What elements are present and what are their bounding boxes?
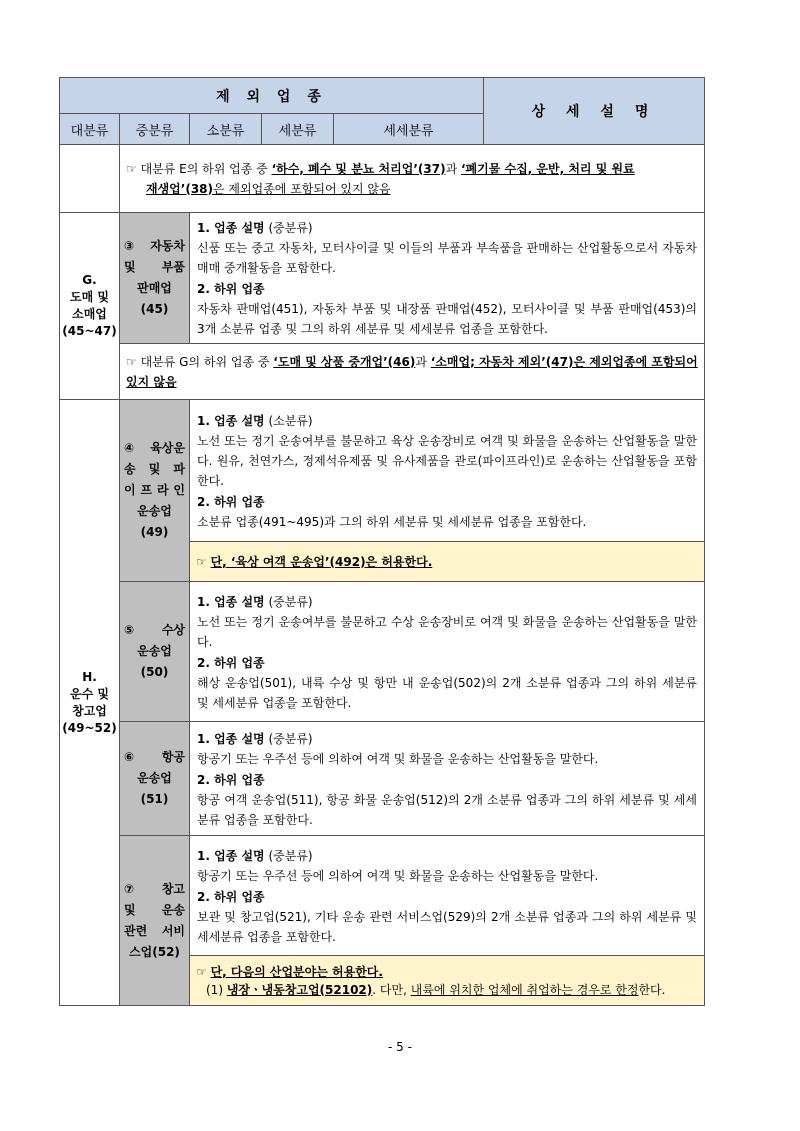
major-e-empty xyxy=(60,145,120,213)
note-e: ☞ 대분류 E의 하위 업종 중 ‘하수, 폐수 및 분뇨 처리업’(37)과 ‘폐기물 수집, 운반, 처리 및 원료 재생업’(38)은 제외업종에 포함되어 있지 않음 xyxy=(120,145,705,213)
middle-h-air: ⑥ 항공 운송업(51) xyxy=(120,722,190,836)
desc-g-auto: 1. 업종 설명 (중분류) 신품 또는 중고 자동차, 모터사이클 및 이들의 부품과 부속품을 판매하는 산업활동으로서 자동차 매매 중개활동을 포함한다. 2. 하위 업종 자동차 판매업(451), 자동차 부품 및 내장품 판매업(452), 모터사이클 및 부품 판매업(453)의 3개 소분류 업종 및 그의 하위 세분류 및 세세분류 업종을 포함한다. xyxy=(190,213,705,344)
middle-g-auto: ③ 자동차 및 부품 판매업(45) xyxy=(120,213,190,344)
note-h-land: ☞ 단, ‘육상 여객 운송업’(492)은 허용한다. xyxy=(190,542,705,582)
pointer-icon: ☞ xyxy=(126,161,137,176)
header-col-subsub: 세세분류 xyxy=(334,114,484,145)
desc-h-storage: 1. 업종 설명 (중분류) 항공기 또는 우주선 등에 의하여 여객 및 화물을 운송하는 산업활동을 말한다. 2. 하위 업종 보관 및 창고업(521), 기타 운송 관련 서비스업(529)의 2개 소분류 업종과 그의 하위 세분류 및 세세분류 업종을 포함한다. xyxy=(190,836,705,956)
desc-h-water: 1. 업종 설명 (중분류) 노선 또는 정기 운송여부를 불문하고 수상 운송장비로 여객 및 화물을 운송하는 산업활동을 말한다. 2. 하위 업종 해상 운송업(501), 내륙 수상 및 항만 내 운송업(502)의 2개 소분류 업종과 그의 하위 세분류 및 세세분류 업종을 포함한다. xyxy=(190,582,705,722)
header-excluded: 제 외 업 종 xyxy=(60,78,484,114)
middle-h-storage: ⑦ 창고 및 운송 관련 서비 스업(52) xyxy=(120,836,190,1006)
pointer-icon: ☞ xyxy=(196,964,207,979)
header-col-minor: 소분류 xyxy=(190,114,262,145)
page-number: - 5 - xyxy=(388,1040,412,1054)
pointer-icon: ☞ xyxy=(126,354,137,369)
header-detail: 상 세 설 명 xyxy=(484,78,705,145)
middle-h-water: ⑤ 수상 운송업(50) xyxy=(120,582,190,722)
desc-h-land: 1. 업종 설명 (소분류) 노선 또는 정기 운송여부를 불문하고 육상 운송장비로 여객 및 화물을 운송하는 산업활동을 말한다. 원유, 천연가스, 정제석유제품 및 유사제품을 관로(파이프라인)로 운송하는 산업활동을 포함한다. 2. 하위 업종 소분류 업종(491~495)과 그의 하위 세분류 및 세세분류 업종을 포함한다. xyxy=(190,400,705,542)
major-g: G. 도매 및 소매업 (45~47) xyxy=(60,213,120,400)
note-g: ☞ 대분류 G의 하위 업종 중 ‘도매 및 상품 중개업’(46)과 ‘소매업; 자동차 제외’(47)은 제외업종에 포함되어 있지 않음 xyxy=(120,344,705,400)
pointer-icon: ☞ xyxy=(196,554,207,569)
header-col-sub: 세분류 xyxy=(262,114,334,145)
note-h-storage: ☞ 단, 다음의 산업분야는 허용한다. (1) 냉장ㆍ냉동창고업(52102). 다만, 내륙에 위치한 업체에 취업하는 경우로 한정한다. xyxy=(190,956,705,1006)
header-col-major: 대분류 xyxy=(60,114,120,145)
middle-h-land: ④ 육상운 송 및 파 이 프 라 인 운송업(49) xyxy=(120,400,190,582)
exclusion-table xyxy=(59,77,705,1006)
desc-h-air: 1. 업종 설명 (중분류) 항공기 또는 우주선 등에 의하여 여객 및 화물을 운송하는 산업활동을 말한다. 2. 하위 업종 항공 여객 운송업(511), 항공 화물 운송업(512)의 2개 소분류 업종과 그의 하위 세분류 및 세세분류 업종을 포함한다. xyxy=(190,722,705,836)
header-col-middle: 중분류 xyxy=(120,114,190,145)
major-h: H. 운수 및 창고업 (49~52) xyxy=(60,400,120,1006)
